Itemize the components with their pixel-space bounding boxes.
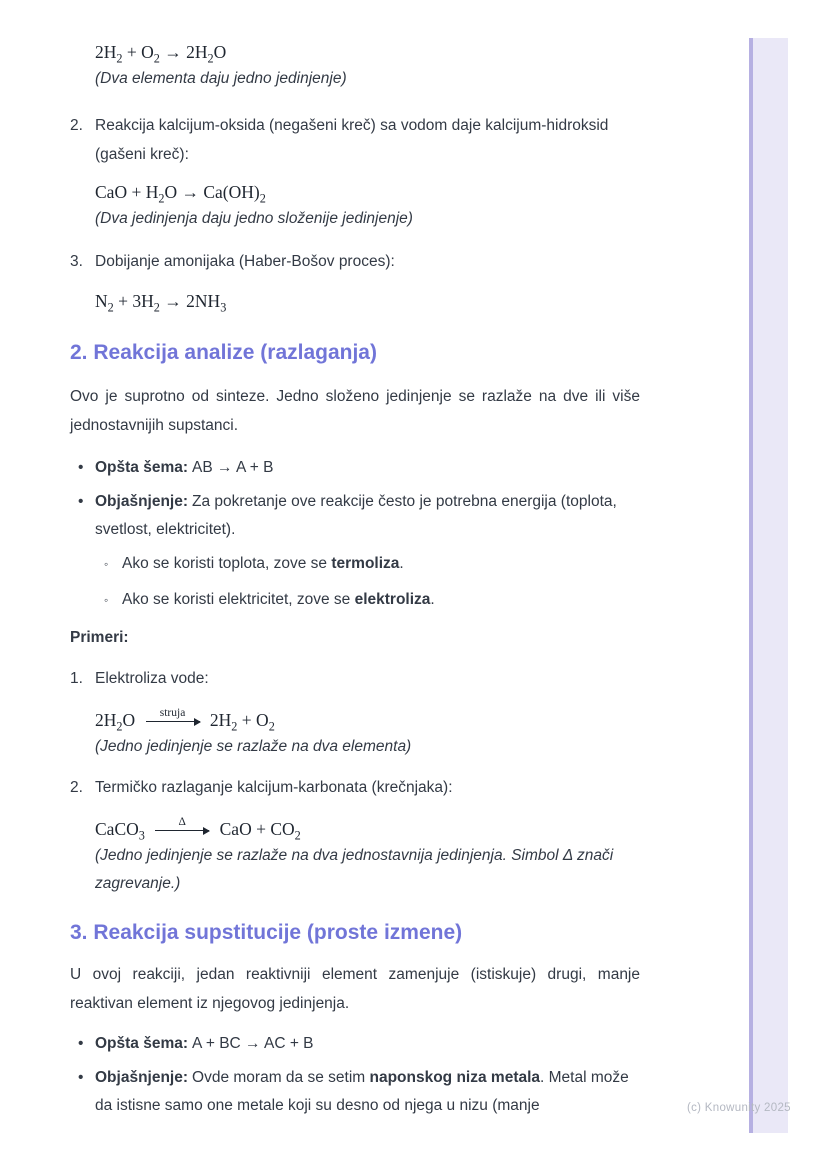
equation-note: (Dva jedinjenja daju jedno složenije jedinjenje) bbox=[95, 210, 413, 227]
list-item-schema bbox=[70, 454, 632, 482]
bullet-label: Objašnjenje: bbox=[95, 493, 189, 510]
chemical-equation: $N_2 + 3H_2 \to 2NH_3$ bbox=[95, 291, 227, 315]
equation-block bbox=[95, 707, 640, 761]
equation-block bbox=[95, 816, 640, 898]
bullet-label: Objašnjenje: bbox=[95, 1069, 189, 1086]
section-synthesis-examples bbox=[70, 39, 640, 314]
equation-note: (Jedno jedinjenje se razlaže na dva jednostavnija jedinjenja. Simbol Δ znači zagrevanje.) bbox=[95, 847, 614, 892]
equation-block bbox=[95, 288, 640, 314]
bullet-text: Za pokretanje ove reakcije često je potrebna energija (toplota, svetlost, elektricitet). bbox=[95, 493, 617, 538]
bullet-list bbox=[70, 454, 640, 614]
sub-list-item bbox=[95, 550, 632, 578]
sub-bullet-term: elektroliza bbox=[354, 591, 431, 608]
chemical-equation: CaCO$_3$ Δ CaO + $CO_2$ bbox=[95, 816, 301, 843]
bullet-label: Opšta šema: bbox=[95, 1035, 189, 1052]
item-number: 2. bbox=[70, 117, 83, 134]
sub-bullet-pre: Ako se koristi elektricitet, zove se bbox=[122, 591, 355, 608]
item-text: Reakcija kalcijum-oksida (negašeni kreč) sa vodom daje kalcijum-hidroksid (gašeni kreč): bbox=[95, 117, 609, 163]
page-edge-strip bbox=[749, 38, 788, 1133]
section-analysis bbox=[70, 338, 640, 898]
list-item-explanation bbox=[70, 1064, 632, 1120]
sub-bullet-list bbox=[95, 550, 632, 614]
bullet-list bbox=[70, 1030, 640, 1120]
sub-bullet-post: . bbox=[430, 591, 435, 608]
sub-list-item bbox=[95, 586, 632, 614]
item-text: Termičko razlaganje kalcijum-karbonata (krečnjaka): bbox=[95, 779, 453, 796]
examples-label: Primeri: bbox=[70, 629, 129, 646]
labeled-reaction-arrow: Δ bbox=[155, 830, 209, 835]
item-text: Dobijanje amonijaka (Haber-Bošov proces): bbox=[95, 253, 395, 270]
bullet-post: . Metal može da istisne samo one metale koji su desno od njega u nizu (manje bbox=[95, 1069, 629, 1114]
item-text: Elektroliza vode: bbox=[95, 670, 209, 687]
numbered-item bbox=[70, 111, 640, 169]
item-number: 3. bbox=[70, 253, 83, 270]
section-heading: 2. Reakcija analize (razlaganja) bbox=[70, 341, 377, 364]
bullet-text: A + BC → AC + B bbox=[192, 1035, 314, 1052]
item-number: 1. bbox=[70, 670, 83, 687]
bullet-text: AB → A + B bbox=[192, 459, 274, 476]
section-heading: 3. Reakcija supstitucije (proste izmene) bbox=[70, 921, 463, 944]
equation-note: (Dva elementa daju jedno jedinjenje) bbox=[95, 70, 347, 87]
sub-bullet-pre: Ako se koristi toplota, zove se bbox=[122, 555, 332, 572]
chemical-equation: $2H_2O$ struja $2H_2 + O_2$ bbox=[95, 707, 275, 734]
bullet-term: naponskog niza metala bbox=[369, 1069, 541, 1086]
list-item-schema bbox=[70, 1030, 632, 1058]
bullet-label: Opšta šema: bbox=[95, 459, 189, 476]
numbered-item bbox=[70, 773, 640, 802]
equation-block bbox=[95, 39, 640, 93]
sub-bullet-post: . bbox=[399, 555, 404, 572]
bullet-pre: Ovde moram da se setim bbox=[192, 1069, 370, 1086]
copyright-watermark: (c) Knowunity 2025 bbox=[687, 1102, 791, 1114]
equation-note: (Jedno jedinjenje se razlaže na dva elementa) bbox=[95, 738, 412, 755]
list-item-explanation bbox=[70, 488, 632, 614]
equation-block bbox=[95, 179, 640, 233]
chemical-equation: $2H_2 + O_2 \to 2H_2O$ bbox=[95, 42, 227, 66]
numbered-item bbox=[70, 664, 640, 693]
sub-bullet-term: termoliza bbox=[331, 555, 400, 572]
chemical-equation: CaO + $H_2O \to Ca(OH)_2$ bbox=[95, 182, 266, 206]
section-substitution bbox=[70, 918, 640, 1120]
section-intro: Ovo je suprotno od sinteze. Jedno složeno jedinjenje se razlaže na dve ili više jednostavnijih supstanci. bbox=[70, 388, 640, 434]
item-number: 2. bbox=[70, 779, 83, 796]
section-intro: U ovoj reakciji, jedan reaktivniji element zamenjuje (istiskuje) drugi, manje reaktivan element iz njegovog jedinjenja. bbox=[70, 966, 640, 1012]
labeled-reaction-arrow: struja bbox=[146, 721, 200, 726]
numbered-item bbox=[70, 247, 640, 276]
